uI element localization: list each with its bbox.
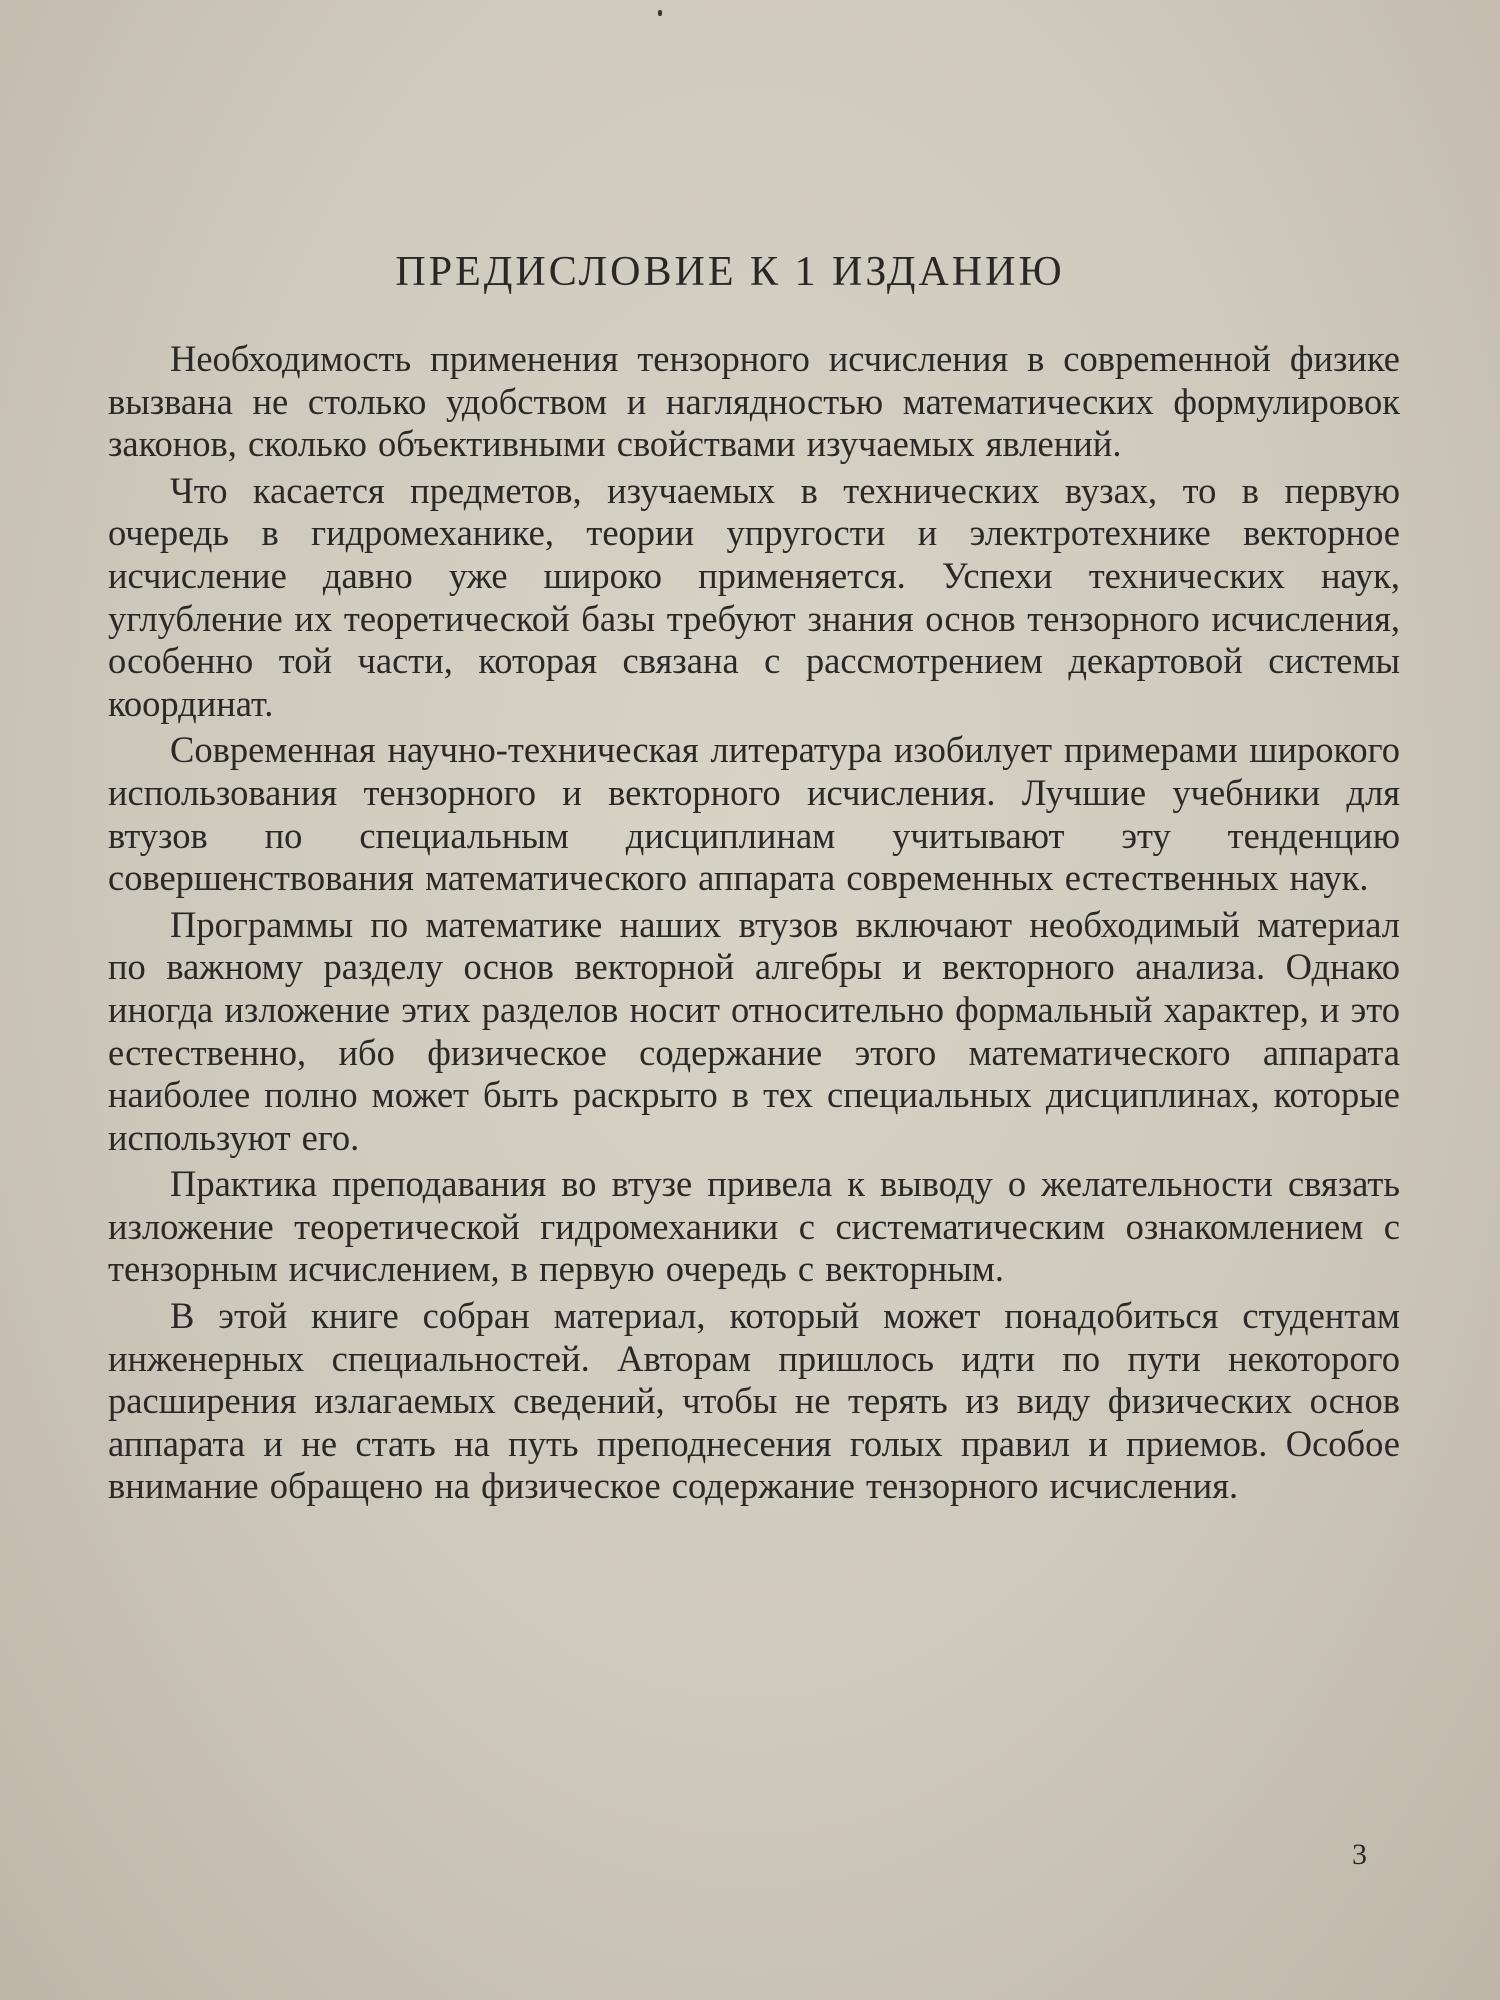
- paragraph-2: Что касается предметов, изучаемых в технических вузах, то в первую очередь в гидромеханике, теории упругости и электротехнике векторное исчисление давно уже широко применяется. Успехи технических наук, углубление их теоретической базы требуют знания основ тензорного исчисления, особенно той части, которая связана с рассмотрением декартовой системы координат.: [108, 469, 1400, 724]
- body-text: [108, 338, 1400, 1512]
- paragraph-6: В этой книге собран материал, который может понадобиться студентам инженерных специальностей. Авторам пришлось идти по пути некоторого расширения излагаемых сведений, чтобы не терять из виду физических основ аппарата и не стать на путь преподнесения голых правил и приемов. Особое внимание обращено на физическое содержание тензорного исчисления.: [108, 1295, 1400, 1507]
- paragraph-1: Необходимость применения тензорного исчисления в совреmенной физике вызвана не столько удобством и наглядностью математических формулировок законов, сколько объективными свойствами изучаемых явлений.: [108, 338, 1400, 465]
- page-number: 3: [1352, 1838, 1367, 1871]
- print-speck: [658, 10, 662, 16]
- paragraph-3: Современная научно-техническая литература изобилует примерами широкого использования тензорного и векторного исчисления. Лучшие учебники для втузов по специальным дисциплинам учитывают эту тенденцию совершенствования математического аппарата современных естественных наук.: [108, 729, 1400, 899]
- paragraph-4: Программы по математике наших втузов включают необходимый материал по важному разделу основ векторной алгебры и векторного анализа. Однако иногда изложение этих разделов носит относительно формальный характер, и это естественно, ибо физическое содержание этого математического аппарата наиболее полно может быть раскрыто в тех специальных дисциплинах, которые используют его.: [108, 903, 1401, 1158]
- page-title: ПРЕДИСЛОВИЕ К 1 ИЗДАНИЮ: [395, 249, 1065, 295]
- paragraph-5: Практика преподавания во втузе привела к выводу о желательности связать изложение теоретической гидромеханики с систематическим ознакомлением с тензорным исчислением, в первую очередь с векторным.: [108, 1163, 1400, 1290]
